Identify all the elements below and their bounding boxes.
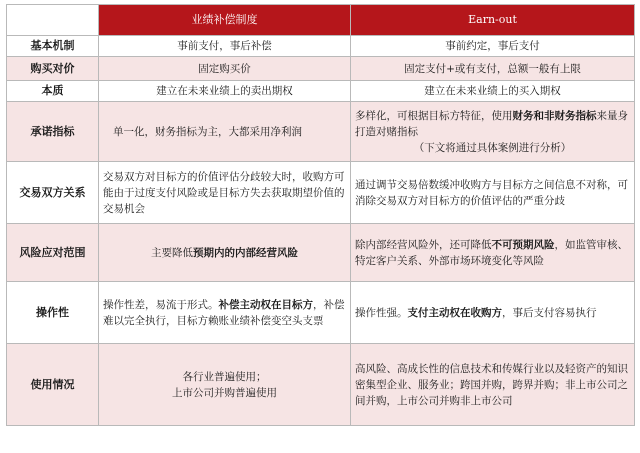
table-row <box>7 57 635 81</box>
cell-earn-out: 建立在未来业绩上的买入期权 <box>351 81 635 102</box>
text-emphasis: 支付主动权在收购方 <box>407 306 502 319</box>
text-emphasis: 补偿主动权在目标方 <box>218 298 313 311</box>
cell-earn-out: 通过调节交易倍数缓冲收购方与目标方之间信息不对称，可消除交易双方对目标方的价值评估的严重分歧 <box>351 162 635 224</box>
cell-earn-out: 固定支付+或有支付，总额一般有上限 <box>351 57 635 81</box>
text-fragment: ，事后支付容易执行 <box>502 306 597 319</box>
text-fragment: 操作性差，易流于形式。 <box>103 298 219 311</box>
row-label: 操作性 <box>7 282 99 344</box>
text-fragment: 来量身打造对赌指标 <box>355 109 628 138</box>
cell-compensation: 交易双方对目标方的价值评估分歧较大时，收购方可能由于过度支付风险或是目标方失去获取期望价值的交易机会 <box>99 162 351 224</box>
row-label: 购买对价 <box>7 57 99 81</box>
cell-compensation <box>99 282 351 344</box>
text-emphasis: 财务和非财务指标 <box>512 109 597 122</box>
row-label: 风险应对范围 <box>7 224 99 282</box>
cell-compensation: 建立在未来业绩上的卖出期权 <box>99 81 351 102</box>
header-earn-out: Earn-out <box>351 5 635 36</box>
table-row <box>7 344 635 426</box>
cell-compensation: 固定购买价 <box>99 57 351 81</box>
text-line: 各行业普遍使用； <box>182 370 267 383</box>
cell-earn-out <box>351 282 635 344</box>
table-row <box>7 282 635 344</box>
text-fragment: 除内部经营风险外，还可降低 <box>355 238 492 251</box>
text-fragment: 操作性强。 <box>355 306 408 319</box>
row-label: 基本机制 <box>7 36 99 57</box>
text-note: （下文将通过具体案例进行分析） <box>413 141 572 154</box>
comparison-table <box>6 4 635 426</box>
cell-earn-out <box>351 224 635 282</box>
header-row <box>7 5 635 36</box>
row-label: 使用情况 <box>7 344 99 426</box>
table-row <box>7 102 635 162</box>
table-row <box>7 162 635 224</box>
cell-earn-out: 高风险、高成长性的信息技术和传媒行业以及轻资产的知识密集型企业、服务业；跨国并购，跨界并购；非上市公司之间并购，上市公司并购非上市公司 <box>351 344 635 426</box>
cell-compensation <box>99 344 351 426</box>
table-row <box>7 81 635 102</box>
text-fragment: ，如监管审核、特定客户关系、外部市场环境变化等风险 <box>355 238 628 267</box>
cell-compensation <box>99 224 351 282</box>
text-emphasis: 预期内的内部经营风险 <box>193 246 298 259</box>
cell-earn-out: 事前约定，事后支付 <box>351 36 635 57</box>
table-row <box>7 224 635 282</box>
cell-compensation: 单一化，财务指标为主，大都采用净利润 <box>99 102 351 162</box>
header-corner <box>7 5 99 36</box>
table-row <box>7 36 635 57</box>
text-fragment: ，补偿难以完全执行，目标方赖账业绩补偿变空头支票 <box>103 298 345 327</box>
row-label: 承诺指标 <box>7 102 99 162</box>
row-label: 本质 <box>7 81 99 102</box>
text-fragment: 多样化，可根据目标方特征，使用 <box>355 109 513 122</box>
text-emphasis: 不可预期风险 <box>491 238 555 251</box>
cell-compensation: 事前支付，事后补偿 <box>99 36 351 57</box>
cell-earn-out <box>351 102 635 162</box>
text-line: 上市公司并购普遍使用 <box>172 386 277 399</box>
row-label: 交易双方关系 <box>7 162 99 224</box>
text-fragment: 主要降低 <box>151 246 193 259</box>
header-performance-compensation: 业绩补偿制度 <box>99 5 351 36</box>
